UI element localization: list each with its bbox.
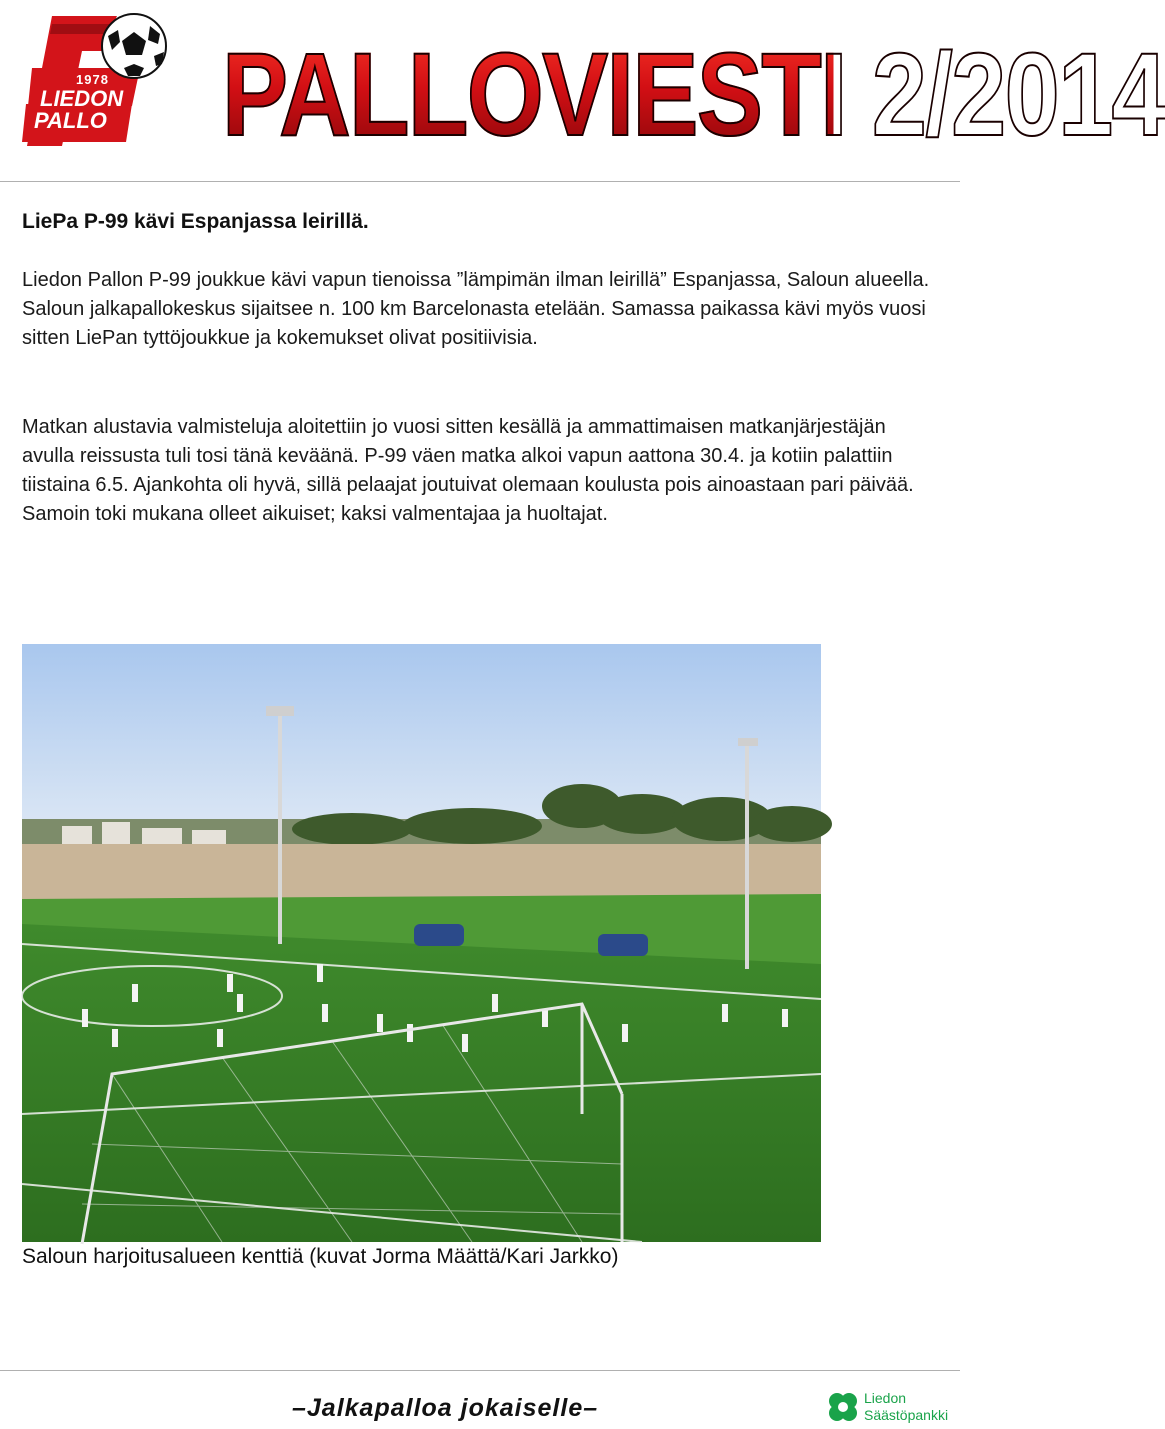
article-paragraph-2: Matkan alustavia valmisteluja aloitettiin jo vuosi sitten kesällä ja ammattimaisen matkanjärjestäjän avulla reissusta tuli tosi tänä keväänä. P-99 väen matka alkoi vapun aattona 30.4. ja kotiin palattiin tiistaina 6.5. Ajankohta oli hyvä, sillä pelaajat joutuivat olemaan koulusta pois ainoastaan pari päivää. Samoin toki mukana olleet aikuiset; kaksi valmentajaa ja huoltajat. bbox=[22, 416, 914, 525]
logo-year: 1978 bbox=[76, 72, 109, 87]
article-title: LiePa P-99 kävi Espanjassa leirillä. bbox=[22, 210, 369, 233]
savings-bank-icon bbox=[826, 1390, 860, 1424]
field-photo-image bbox=[22, 644, 821, 1242]
photo-caption: Saloun harjoitusalueen kenttiä (kuvat Jorma Määttä/Kari Jarkko) bbox=[22, 1245, 619, 1268]
sponsor-name-line2: Säästöpankki bbox=[864, 1407, 949, 1423]
header-divider bbox=[0, 181, 960, 182]
article-paragraph-1: Liedon Pallon P-99 joukkue kävi vapun tienoissa ”lämpimän ilman leirillä” Espanjassa, Saloun alueella. Saloun jalkapallokeskus sijaitsee n. 100 km Barcelonasta etelään. Samassa paikassa kävi myös vuosi sitten LiePan tyttöjoukkue ja kokemukset olivat positiivisia. bbox=[22, 269, 930, 349]
masthead-text: PALLOVIESTI 2/2014 bbox=[222, 18, 834, 173]
sponsor-logo bbox=[826, 1389, 956, 1425]
football-field-photo bbox=[22, 644, 821, 1242]
logo-text-pallo: PALLO bbox=[34, 108, 107, 133]
page-header bbox=[0, 0, 1165, 182]
footer-slogan: –Jalkapalloa jokaiselle– bbox=[292, 1394, 599, 1422]
footer-divider bbox=[0, 1370, 960, 1371]
masthead-title bbox=[222, 18, 1165, 173]
logo-text-liedon: LIEDON bbox=[40, 86, 124, 111]
liedon-pallo-logo bbox=[22, 6, 172, 146]
sponsor-name-line1: Liedon bbox=[864, 1390, 907, 1406]
